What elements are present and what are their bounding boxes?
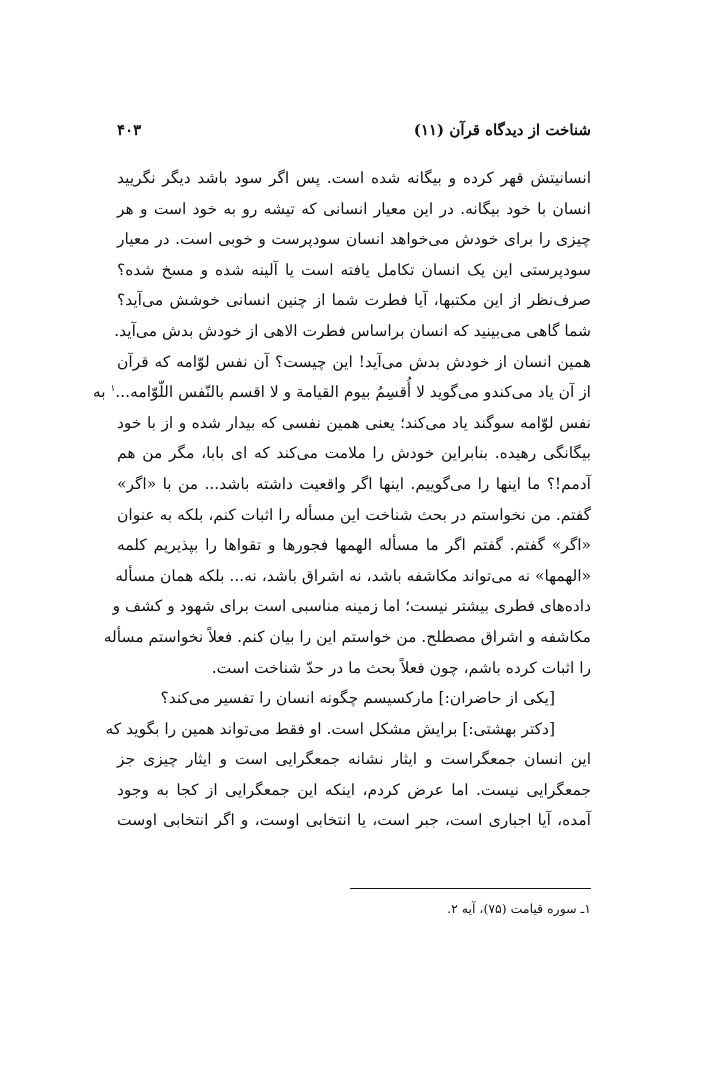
text-line: «الهمها» نه می‌تواند مکاشفه باشد، نه اشراق باشد، نه... بلکه همان مسأله bbox=[115, 566, 591, 585]
text-line: چیزی را برای خودش می‌خواهد انسان سودپرست و خوبی است. در معیار bbox=[117, 230, 591, 249]
text-line: نفس لوّامه سوگند یاد می‌کند؛ یعنی همین نفسی که بیدار شده و از با خود bbox=[117, 413, 591, 432]
footnote-reference: ۱ bbox=[110, 384, 116, 394]
text-line: سودپرستی این یک انسان تکامل یافته است یا آلینه شده و مسخ شده؟ bbox=[117, 260, 591, 279]
text-line: آدمم!؟ ما اینها را می‌گوییم. اینها اگر واقعیت داشته باشد... من با «اگر» bbox=[117, 474, 591, 493]
text-line: انسان با خود بیگانه. در این معیار انسانی که تیشه رو به خود است و هر bbox=[117, 199, 591, 218]
text-line: آمده، آیا اجباری است، جبر است، یا انتخابی اوست، و اگر انتخابی اوست bbox=[117, 811, 591, 830]
text-line: همین انسان از خودش بدش می‌آید! این چیست؟ آن نفس لوّامه که قرآن bbox=[117, 352, 591, 371]
text-line: «اگر» گفتم. گفتم اگر ما مسأله الهمها فجورها و تقواها را بپذیریم کلمه bbox=[117, 536, 591, 555]
body-text bbox=[92, 163, 591, 836]
footnote: ۱ـ سوره قیامت (۷۵)، آیه ۲. bbox=[447, 901, 591, 916]
text-line: داده‌های فطری بیشتر نیست؛ اما زمینه مناسبی است برای شهود و کشف و bbox=[112, 597, 591, 616]
text-line: را اثبات کرده باشم، چون فعلاً بحث ما در حدّ شناخت است. bbox=[211, 658, 591, 677]
page-number: ۴۰۳ bbox=[117, 121, 142, 139]
text-line: صرف‌نظر از این مکتبها، آیا فطرت شما از چنین انسانی خوشش می‌آید؟ bbox=[117, 291, 591, 310]
text-segment: از آن یاد می‌کندو می‌گوید لا أُقسِمُ بیوم القیامة و لا اقسم بالنّفس اللّوّامه... bbox=[115, 383, 591, 402]
chapter-title: شناخت از دیدگاه قرآن (۱۱) bbox=[413, 121, 591, 139]
text-line: گفتم. من نخواستم در بحث شناخت این مسأله را اثبات کنم، بلکه به عنوان bbox=[117, 505, 591, 524]
text-line: مکاشفه و اشراق مصطلح. من خواستم این را بیان کنم. فعلاً نخواستم مسأله bbox=[103, 627, 591, 646]
text-line: بیگانگی رهیده. بنابراین خودش را ملامت می‌کند که ای بابا، مگر من هم bbox=[117, 444, 591, 463]
text-line: [یکی از حاضران:] مارکسیسم چگونه انسان را تفسیر می‌کند؟ bbox=[160, 689, 555, 708]
footnote-divider bbox=[350, 888, 591, 889]
text-line: جمعگرایی نیست. اما عرض کردم، اینکه این جمعگرایی از کجا به وجود bbox=[117, 780, 591, 799]
text-segment: به bbox=[92, 383, 111, 402]
text-line: شما گاهی می‌بینید که انسان براساس فطرت الاهی از خودش بدش می‌آید. bbox=[114, 321, 591, 340]
text-line: [دکتر بهشتی:] برایش مشکل است. او فقط می‌تواند همین را بگوید که bbox=[105, 719, 555, 738]
text-line: انسانیتش قهر کرده و بیگانه شده است. پس اگر سود باشد دیگر نگریید bbox=[117, 169, 591, 187]
text-line: این انسان جمعگراست و ایثار نشانه جمعگرایی است و ایثار چیزی جز bbox=[117, 750, 591, 769]
text-line-with-footnote bbox=[92, 377, 591, 408]
running-header bbox=[117, 118, 591, 142]
